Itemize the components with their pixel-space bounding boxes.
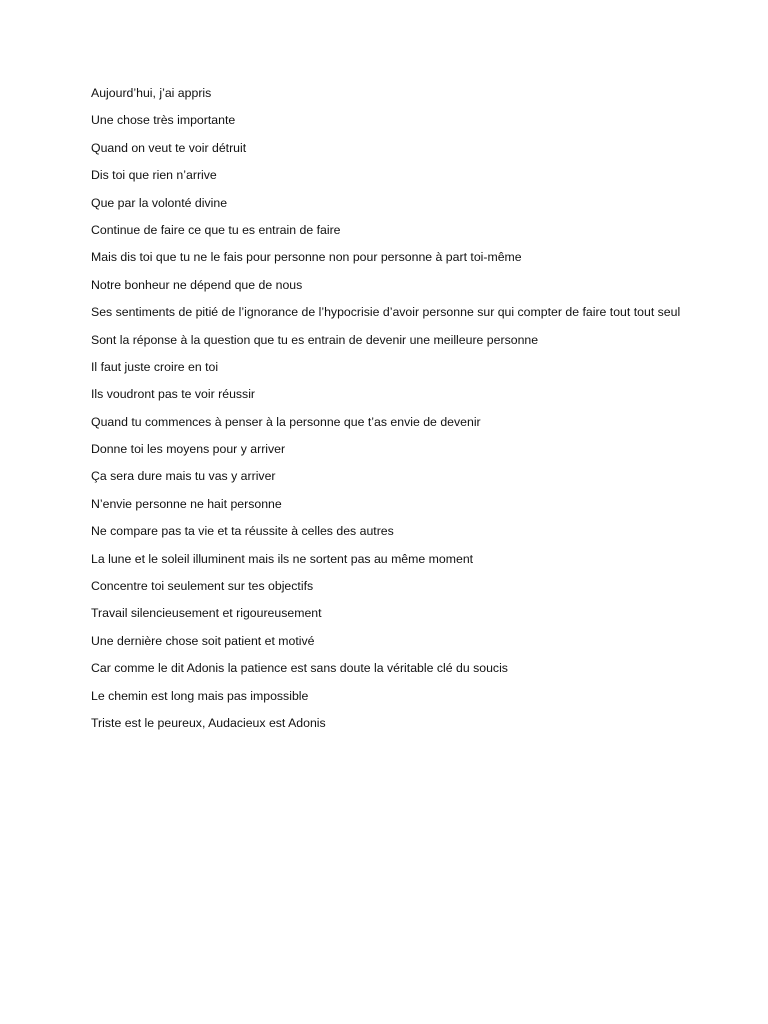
- text-line: Le chemin est long mais pas impossible: [91, 688, 309, 703]
- text-line: Quand on veut te voir détruit: [91, 140, 247, 155]
- text-line: Quand tu commences à penser à la personne que t’as envie de devenir: [91, 414, 481, 429]
- text-line: Une dernière chose soit patient et motivé: [91, 633, 315, 648]
- text-line: Il faut juste croire en toi: [91, 359, 219, 374]
- text-line: Notre bonheur ne dépend que de nous: [91, 277, 303, 292]
- poem-text-block: [91, 84, 681, 741]
- text-line: Triste est le peureux, Audacieux est Adonis: [91, 715, 326, 730]
- text-line: Sont la réponse à la question que tu es entrain de devenir une meilleure personne: [91, 332, 539, 347]
- text-line: N’envie personne ne hait personne: [91, 496, 282, 511]
- text-line: Ils voudront pas te voir réussir: [91, 387, 256, 402]
- text-line: Ne compare pas ta vie et ta réussite à celles des autres: [91, 524, 394, 539]
- text-line: Que par la volonté divine: [91, 195, 228, 210]
- text-line: Une chose très importante: [91, 113, 236, 128]
- text-line: Dis toi que rien n’arrive: [91, 168, 217, 183]
- text-line: Travail silencieusement et rigoureusement: [91, 606, 322, 621]
- text-line: Mais dis toi que tu ne le fais pour personne non pour personne à part toi-même: [91, 250, 522, 265]
- text-line: Aujourd’hui, j’ai appris: [91, 86, 212, 100]
- text-line: La lune et le soleil illuminent mais ils ne sortent pas au même moment: [91, 551, 474, 566]
- text-line: Ça sera dure mais tu vas y arriver: [91, 469, 276, 484]
- text-line: Continue de faire ce que tu es entrain de faire: [91, 222, 341, 237]
- text-line: Donne toi les moyens pour y arriver: [91, 442, 286, 457]
- text-line: Concentre toi seulement sur tes objectifs: [91, 579, 314, 594]
- text-line: Car comme le dit Adonis la patience est sans doute la véritable clé du soucis: [91, 661, 508, 676]
- text-line: Ses sentiments de pitié de l’ignorance de l’hypocrisie d’avoir personne sur qui compter de faire tout tout seul: [91, 305, 681, 320]
